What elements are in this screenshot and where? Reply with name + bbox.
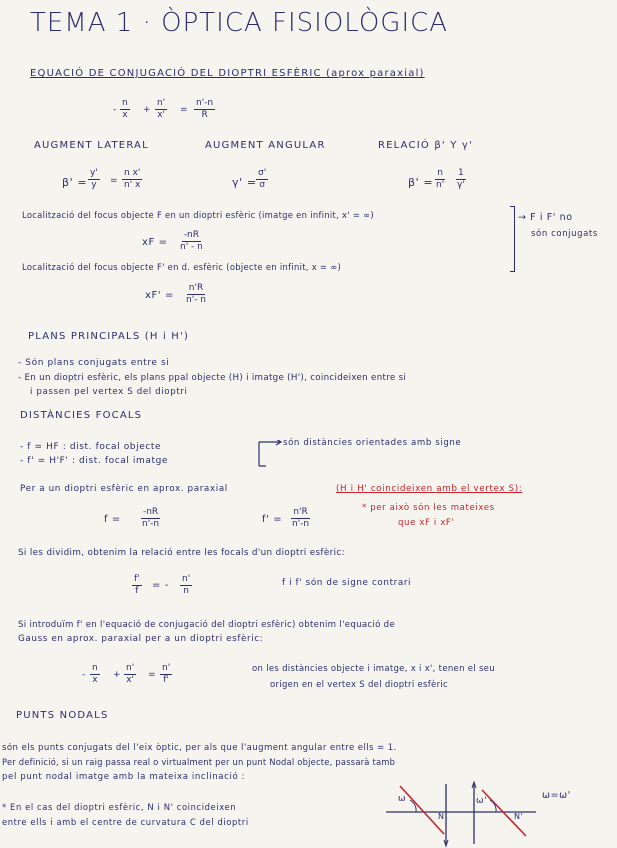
fraction-den: γ' [457, 180, 465, 190]
star-note-a: * per això són les mateixes [362, 503, 495, 513]
plans-bullet-1: - Són plans conjugats entre si [18, 358, 170, 368]
formula-equals: = [180, 105, 189, 115]
fraction-g1 [90, 663, 100, 686]
fraction-npn-r [194, 98, 215, 121]
plans-bullet-2b: i passen pel vertex S del dioptri [30, 387, 188, 397]
fraction-fp [290, 507, 311, 530]
fraction-xfp [184, 283, 208, 306]
fraction-num: n x' [124, 168, 141, 178]
diagram-equality: ω=ω' [542, 790, 571, 801]
fraction-xf [178, 230, 205, 253]
fraction-den: σ [259, 180, 265, 190]
diagram-omega-prime: ω' [476, 796, 488, 806]
fraction-den: n' - n [180, 242, 203, 252]
fraction-num: f' [134, 574, 140, 584]
ratio-eq: = - [152, 580, 169, 591]
gauss-eq: = [148, 670, 157, 680]
focus-bracket [510, 206, 515, 272]
fraction-den: x' [157, 110, 165, 120]
fraction-num: n' [126, 663, 135, 673]
fraction-den: R [201, 110, 208, 120]
fraction-num: n'R [293, 507, 308, 517]
fraction-num: n [92, 663, 98, 673]
fraction-fp-f [132, 574, 142, 597]
fraction-den: x' [126, 675, 134, 685]
lateral-lhs: β' = [62, 176, 88, 189]
fraction-f [140, 507, 161, 530]
relation-lhs: β' = [408, 176, 434, 189]
fraction-num: -nR [183, 230, 200, 240]
fraction-n-np [434, 168, 446, 191]
lateral-heading: AUGMENT LATERAL [34, 140, 149, 151]
focus-note-b: són conjugats [531, 229, 598, 239]
fraction-1-gamma [455, 168, 467, 191]
fraction-np-n [180, 574, 192, 597]
nodals-line-1: són els punts conjugats del l'eix òptic, per als que l'augment angular entre ells = 1. [2, 743, 397, 753]
fraction-num: n'-n [196, 98, 214, 108]
focus-image-line: Localització del focus objecte F' en d. esfèric (objecte en infinit, x = ∞) [22, 262, 342, 272]
fraction-num: n [122, 98, 128, 108]
fraction-num: -nR [142, 507, 159, 517]
lateral-eq: = [110, 176, 119, 186]
fraction-num: y' [90, 168, 98, 178]
fraction-n-x [120, 98, 130, 121]
fraction-num: n' [162, 663, 171, 673]
focal-image-def: - f' = H'F' : dist. focal imatge [20, 456, 169, 466]
fraction-den: x [92, 675, 98, 685]
diagram-n: N [438, 812, 445, 821]
page-title: TEMA 1 · ÒPTICA FISIOLÒGICA [30, 8, 449, 38]
fraction-den: f' [163, 675, 169, 685]
gauss-line-b: Gauss en aprox. paraxial per a un dioptri esfèric: [18, 634, 264, 644]
fraction-den: n'-n [142, 519, 160, 529]
star-note-b: que xF i xF' [398, 518, 455, 528]
gauss-note-a: on les distàncies objecte i imatge, x i x', tenen el seu [252, 664, 495, 674]
nodals-line-2: Per definició, si un raig passa real o virtualment per un punt Nodal objecte, passarà tamb [2, 757, 396, 767]
nodals-line-4: * En el cas del dioptri esfèric, N i N' coincideixen [2, 802, 237, 812]
fraction-den: n' [436, 180, 445, 190]
angular-lhs: γ' = [232, 176, 257, 189]
fraction-num: n'R [188, 283, 204, 293]
fraction-g3 [160, 663, 172, 686]
fp-lhs: f' = [262, 514, 283, 525]
fraction-sigma [256, 168, 268, 191]
fraction-num: n [437, 168, 443, 178]
relation-heading: RELACIÓ β' Y γ' [378, 140, 473, 151]
fraction-den: n' x [124, 180, 141, 190]
fraction-g2 [124, 663, 136, 686]
nodals-heading: PUNTS NODALS [16, 710, 109, 721]
gauss-minus: - [82, 670, 86, 680]
focals-heading: DISTÀNCIES FOCALS [20, 410, 143, 421]
diagram-n-prime: N' [514, 812, 524, 821]
focus-object-line: Localització del focus objecte F en un dioptri esfèric (imatge en infinit, x' = ∞) [22, 210, 375, 220]
fraction-np-xp [155, 98, 167, 121]
fraction-den: f [135, 586, 139, 596]
focus-note-a: → F i F' no [518, 212, 573, 223]
gauss-note-b: origen en el vertex S del dioptri esfèric [270, 680, 449, 690]
xfp-lhs: xF' = [145, 290, 174, 301]
fraction-den: n'-n [292, 519, 310, 529]
paraxial-red: (H i H' coincideixen amb el vertex S): [336, 484, 523, 494]
fraction-num: n' [182, 574, 191, 584]
fraction-den: n'- n [186, 295, 206, 305]
formula-plus: + [143, 105, 152, 115]
f-lhs: f = [104, 514, 121, 525]
nodals-line-3: pel punt nodal imatge amb la mateixa inclinació : [2, 772, 246, 782]
fraction-den: x [122, 110, 128, 120]
fraction-num: n' [157, 98, 166, 108]
fraction-den: n [183, 586, 189, 596]
fraction-num: 1 [458, 168, 464, 178]
fraction-den: y [91, 180, 97, 190]
fraction-nx [122, 168, 142, 191]
xf-lhs: xF = [142, 237, 168, 248]
formula-minus: - [113, 105, 117, 115]
diagram-omega: ω [398, 794, 407, 804]
plans-bullet-2: - En un dioptri esfèric, els plans ppal objecte (H) i imatge (H'), coincideixen entre si [18, 373, 407, 383]
plans-heading: PLANS PRINCIPALS (H i H') [28, 331, 190, 342]
gauss-plus: + [113, 670, 122, 680]
focal-object-def: - f = HF : dist. focal objecte [20, 442, 162, 452]
gauss-line-a: Si introduïm f' en l'equació de conjugació del dioptri esfèric) obtenim l'equació de [18, 620, 396, 630]
fraction-yp-y [88, 168, 100, 191]
angular-heading: AUGMENT ANGULAR [205, 140, 326, 151]
focal-arrow-note: són distàncies orientades amb signe [283, 438, 462, 448]
fraction-num: σ' [258, 168, 267, 178]
nodal-diagram [386, 778, 556, 848]
divide-line: Si les dividim, obtenim la relació entre les focals d'un dioptri esfèric: [18, 548, 345, 558]
paraxial-line: Per a un dioptri esfèric en aprox. paraxial [20, 484, 228, 494]
conjugation-heading: EQUACIÓ DE CONJUGACIÓ DEL DIOPTRI ESFÈRIC (aprox paraxial) [30, 68, 425, 79]
nodals-line-5: entre ells i amb el centre de curvatura C del dioptri [2, 817, 249, 827]
sign-note: f i f' són de signe contrari [282, 578, 412, 588]
